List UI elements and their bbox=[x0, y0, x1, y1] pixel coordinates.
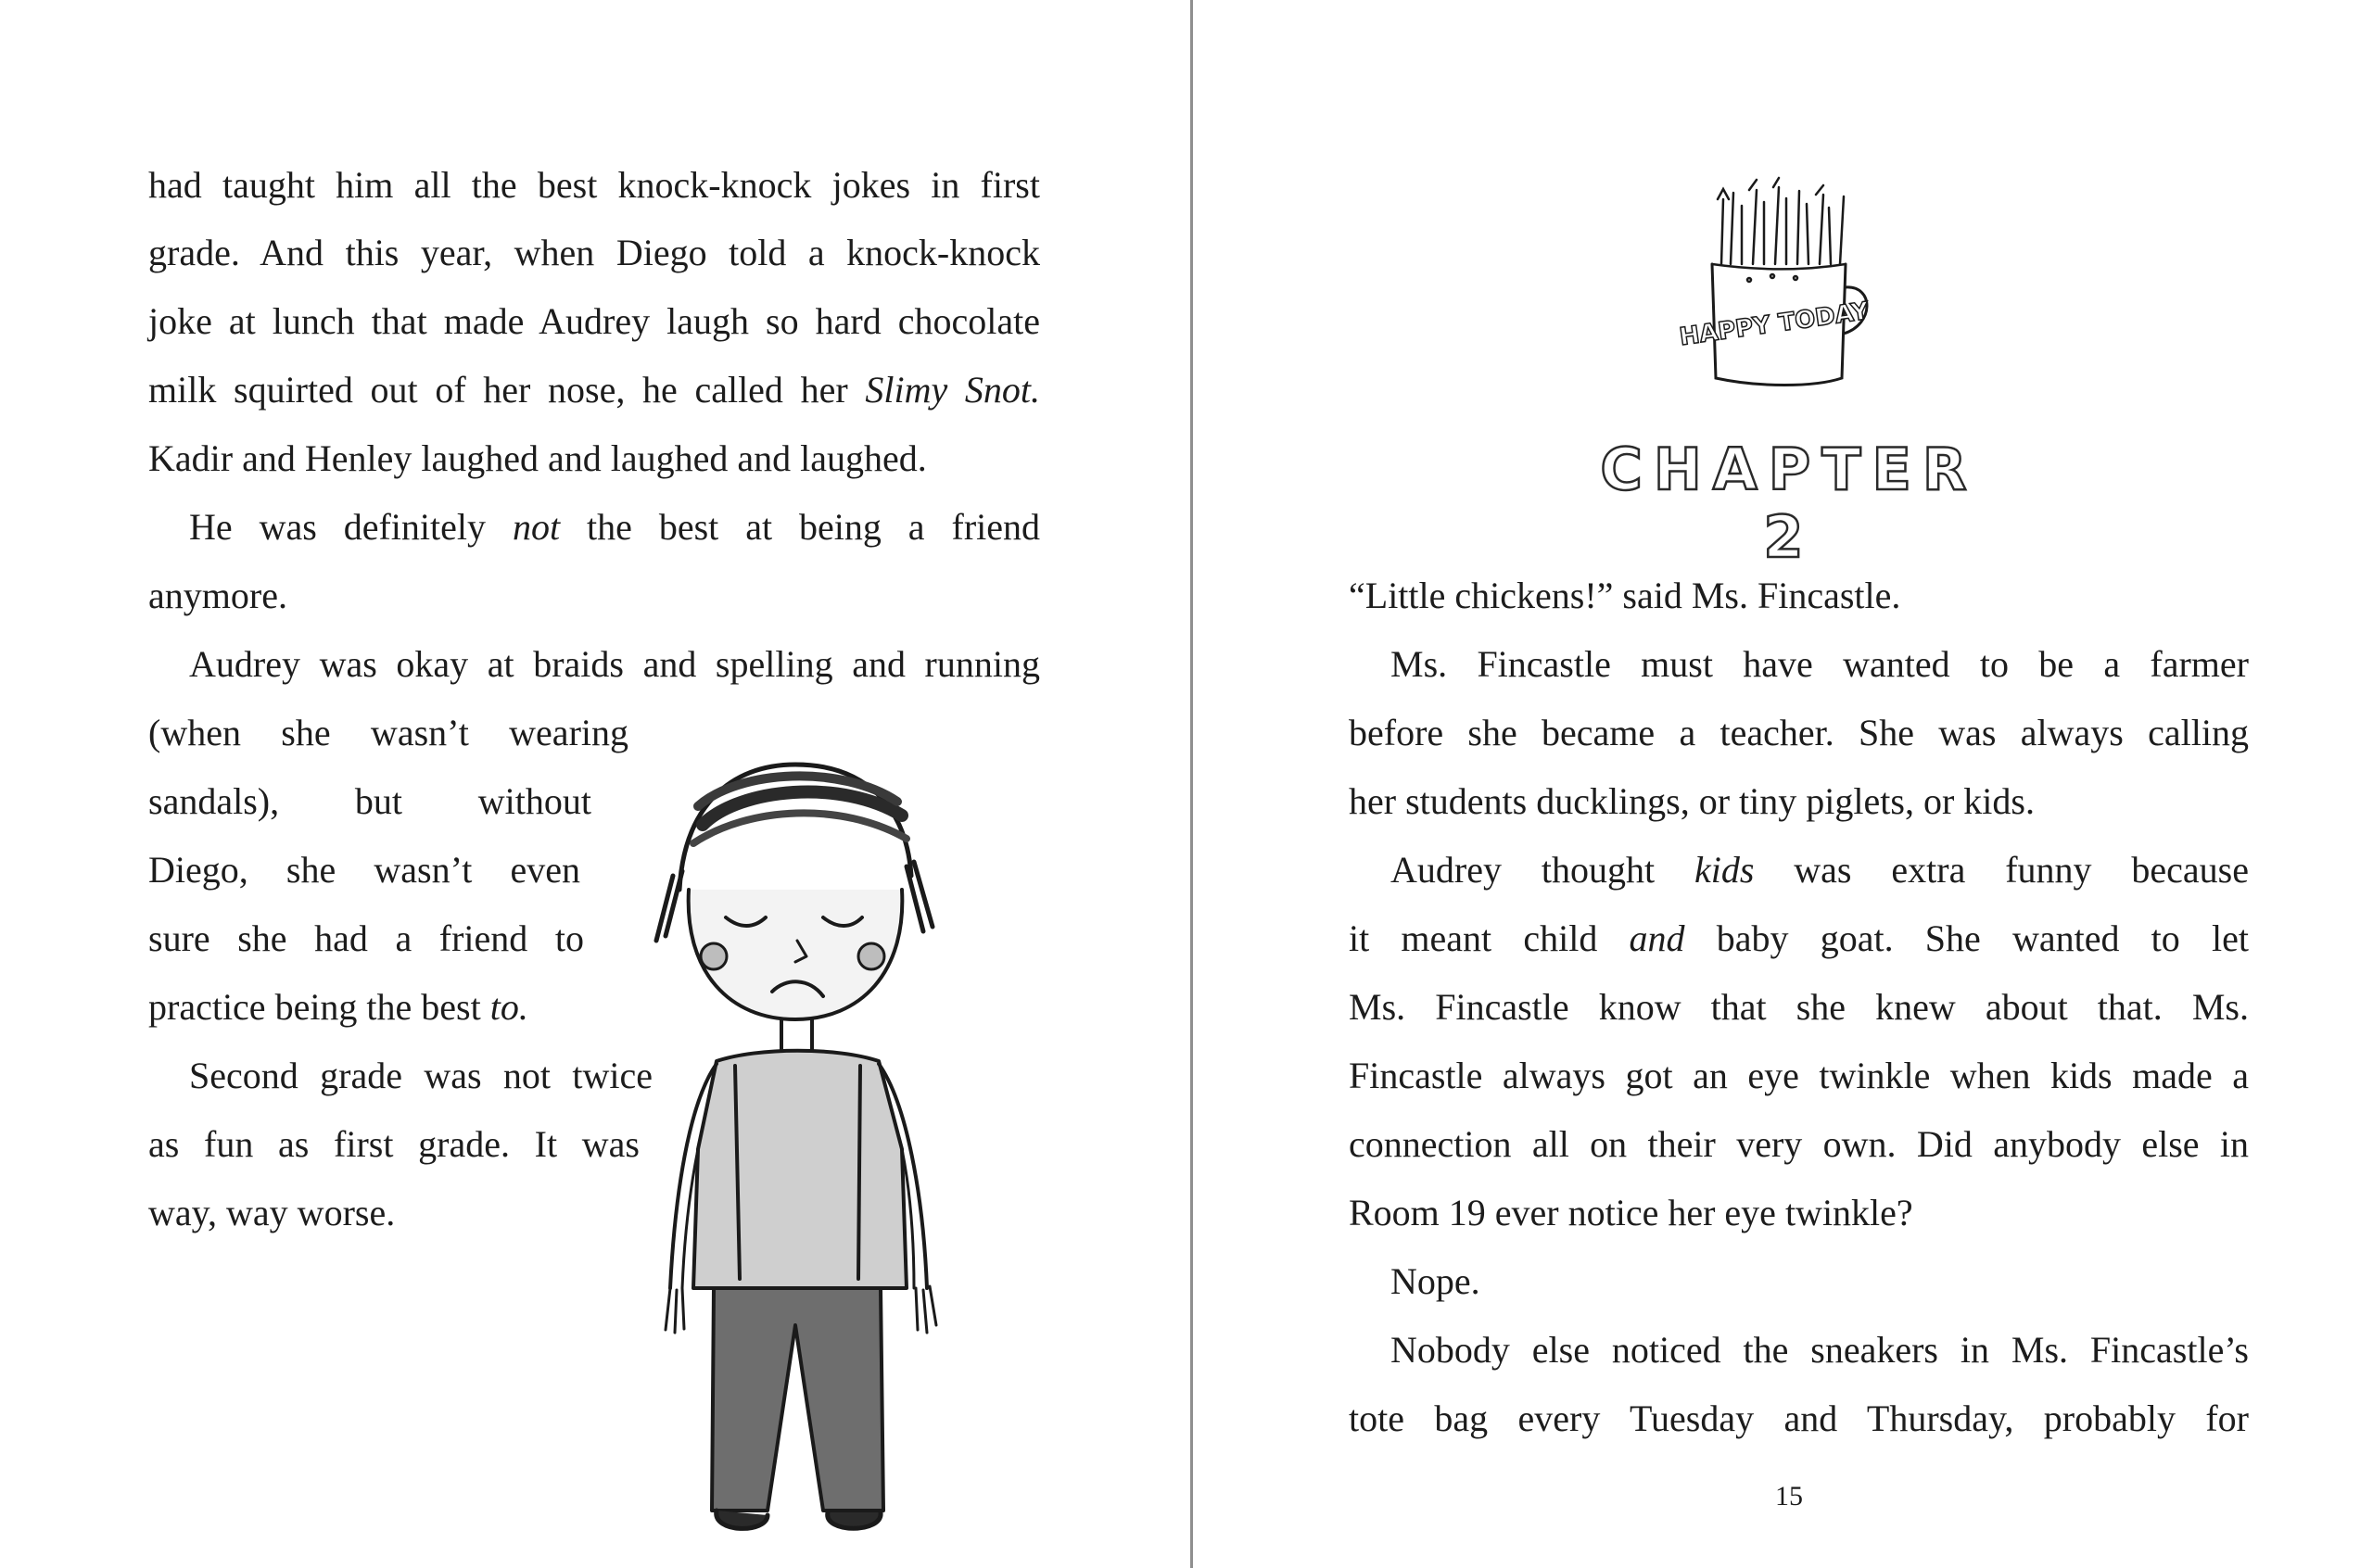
text-line: joke at lunch that made Audrey laugh so hard chocolate bbox=[148, 300, 1040, 342]
text-run: practice being the best bbox=[148, 986, 490, 1028]
pencil-mug-illustration bbox=[1677, 185, 1871, 394]
italic-text: Slimy Snot. bbox=[865, 369, 1040, 411]
text-line: connection all on their very own. Did anybody else in bbox=[1349, 1123, 2249, 1165]
text-run: the best at being a friend bbox=[560, 506, 1040, 548]
text-line: Diego, she wasn’t even bbox=[148, 849, 580, 891]
text-run: it meant child bbox=[1349, 917, 1630, 959]
text-line bbox=[1390, 850, 2249, 891]
text-line: sandals), but without bbox=[148, 780, 591, 822]
text-line: Audrey was okay at braids and spelling and running bbox=[189, 643, 1040, 685]
text-line: her students ducklings, or tiny piglets, or kids. bbox=[1349, 780, 2035, 822]
text-line: before she became a teacher. She was always calling bbox=[1349, 712, 2249, 753]
italic-text: and bbox=[1629, 917, 1685, 959]
text-line: sure she had a friend to bbox=[148, 917, 584, 959]
text-line: Kadir and Henley laughed and laughed and laughed. bbox=[148, 437, 927, 479]
text-line: as fun as first grade. It was bbox=[148, 1123, 640, 1165]
text-line: Ms. Fincastle must have wanted to be a farmer bbox=[1390, 643, 2249, 685]
text-run: was extra funny because bbox=[1754, 849, 2249, 891]
chapter-title: CHAPTER 2 bbox=[1600, 436, 1978, 571]
text-run: He was definitely bbox=[189, 506, 513, 548]
text-run: milk squirted out of her nose, he called her bbox=[148, 369, 866, 411]
text-run: Audrey thought bbox=[1390, 849, 1694, 891]
text-line: “Little chickens!” said Ms. Fincastle. bbox=[1349, 575, 1901, 616]
mug-label: HAPPY TODAY bbox=[1677, 297, 1871, 352]
text-line: Room 19 ever notice her eye twinkle? bbox=[1349, 1192, 1913, 1233]
italic-text: to. bbox=[489, 986, 528, 1028]
text-line: grade. And this year, when Diego told a knock-knock bbox=[148, 232, 1040, 273]
text-line: (when she wasn’t wearing bbox=[148, 712, 628, 753]
page-number: 15 bbox=[1775, 1481, 1803, 1511]
text-line: had taught him all the best knock-knock jokes in first bbox=[148, 164, 1040, 206]
text-line: Fincastle always got an eye twinkle when kids made a bbox=[1349, 1055, 2249, 1096]
text-line: Nobody else noticed the sneakers in Ms. Fincastle’s bbox=[1390, 1329, 2249, 1371]
girl-illustration bbox=[628, 714, 971, 1529]
text-line bbox=[189, 507, 1040, 548]
text-line: way, way worse. bbox=[148, 1192, 396, 1233]
italic-text: not bbox=[512, 506, 561, 548]
text-run: baby goat. She wanted to let bbox=[1684, 917, 2249, 959]
text-line bbox=[148, 370, 1040, 411]
text-line: anymore. bbox=[148, 575, 287, 616]
text-line: Second grade was not twice bbox=[189, 1055, 653, 1096]
text-line bbox=[148, 987, 528, 1028]
text-line bbox=[1349, 918, 2249, 959]
italic-text: kids bbox=[1694, 849, 1755, 891]
text-line: tote bag every Tuesday and Thursday, probably for bbox=[1349, 1397, 2249, 1439]
text-line: Nope. bbox=[1390, 1260, 1480, 1302]
text-line: Ms. Fincastle know that she knew about that. Ms. bbox=[1349, 986, 2249, 1028]
